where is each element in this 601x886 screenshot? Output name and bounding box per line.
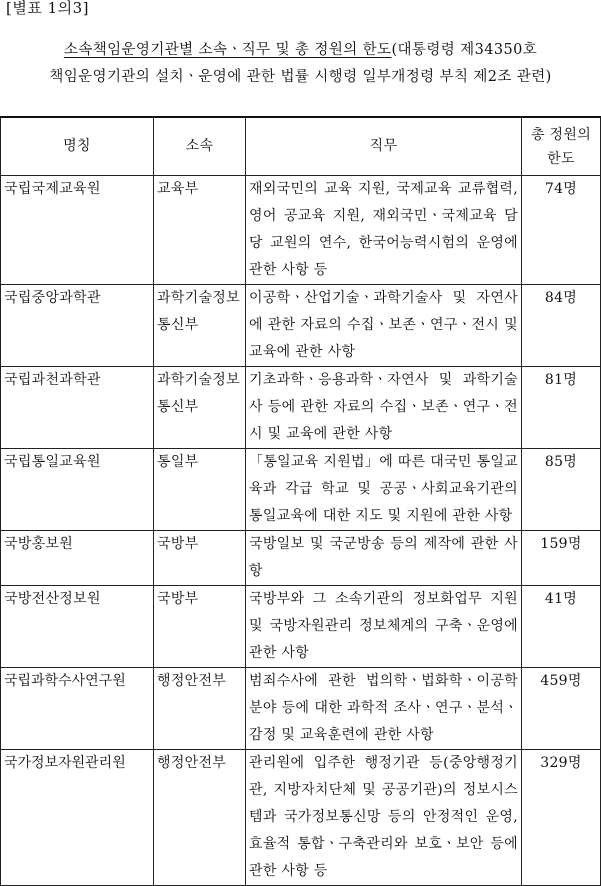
cell-name: 국립통일교육원 <box>1 449 154 531</box>
cell-name: 국립과천과학관 <box>1 367 154 449</box>
cell-duty: 기초과학ㆍ응용과학ㆍ자연사 및 과학기술사 등에 관한 자료의 수집ㆍ보존ㆍ연구ㆍ전시 및 교육에 관한 사항 <box>246 367 522 449</box>
table-row <box>1 668 601 750</box>
cell-name: 국방홍보원 <box>1 531 154 586</box>
cell-affiliation: 통일부 <box>154 449 246 531</box>
cell-name: 국가정보자원관리원 <box>1 750 154 886</box>
cell-affiliation: 과학기술정보통신부 <box>154 367 246 449</box>
document-title-note: 책임운영기관의 설치ㆍ운영에 관한 법률 시행령 일부개정령 부칙 제2조 관련) <box>49 69 552 85</box>
header-duty: 직무 <box>246 117 522 176</box>
cell-quota: 329명 <box>522 750 601 886</box>
header-name: 명칭 <box>1 117 154 176</box>
cell-duty: 관리원에 입주한 행정기관 등(중앙행정기관, 지방자치단체 및 공공기관)의 정보시스템과 국가정보통신망 등의 안정적인 운영, 효율적 통합ㆍ구축관리와 보호ㆍ보안 등에 관한 사항 등 <box>246 750 522 886</box>
cell-quota: 84명 <box>522 285 601 367</box>
cell-duty: 국방부와 그 소속기관의 정보화업무 지원 및 국방자원관리 정보체계의 구축ㆍ운영에 관한 사항 <box>246 586 522 668</box>
cell-quota: 85명 <box>522 449 601 531</box>
header-quota-text: 총 정원의 한도 <box>530 126 592 167</box>
table-row <box>1 367 601 449</box>
header-quota <box>522 117 601 176</box>
cell-duty: 재외국민의 교육 지원, 국제교육 교류협력, 영어 공교육 지원, 재외국민ㆍ국제교육 담당 교원의 연수, 한국어능력시험의 운영에 관한 사항 등 <box>246 176 522 285</box>
cell-name: 국립국제교육원 <box>1 176 154 285</box>
cell-quota: 81명 <box>522 367 601 449</box>
cell-quota: 41명 <box>522 586 601 668</box>
table-header-row <box>1 117 601 176</box>
cell-name: 국립중앙과학관 <box>1 285 154 367</box>
table-row <box>1 176 601 285</box>
cell-duty: 국방일보 및 국군방송 등의 제작에 관한 사항 <box>246 531 522 586</box>
table-row <box>1 531 601 586</box>
cell-name: 국립과학수사연구원 <box>1 668 154 750</box>
table-row <box>1 586 601 668</box>
appendix-label: [별표 1의3] <box>6 0 90 17</box>
cell-duty: 「통일교육 지원법」에 따른 대국민 통일교육과 각급 학교 및 공공ㆍ사회교육기관의 통일교육에 대한 지도 및 지원에 관한 사항 <box>246 449 522 531</box>
table-row <box>1 285 601 367</box>
cell-affiliation: 국방부 <box>154 531 246 586</box>
cell-duty: 이공학ㆍ산업기술ㆍ과학기술사 및 자연사에 관한 자료의 수집ㆍ보존ㆍ연구ㆍ전시 및 교육에 관한 사항 <box>246 285 522 367</box>
table-row <box>1 750 601 886</box>
cell-affiliation: 과학기술정보통신부 <box>154 285 246 367</box>
title-main: 소속책임운영기관별 소속ㆍ직무 및 총 정원의 한도 <box>63 42 392 58</box>
cell-affiliation: 행정안전부 <box>154 750 246 886</box>
table-row <box>1 449 601 531</box>
cell-quota: 159명 <box>522 531 601 586</box>
cell-quota: 459명 <box>522 668 601 750</box>
header-affiliation: 소속 <box>154 117 246 176</box>
cell-affiliation: 행정안전부 <box>154 668 246 750</box>
agency-table <box>0 116 601 886</box>
cell-affiliation: 국방부 <box>154 586 246 668</box>
title-note-1: (대통령령 제34350호 <box>391 42 538 58</box>
document-title <box>0 38 601 59</box>
cell-name: 국방전산정보원 <box>1 586 154 668</box>
cell-affiliation: 교육부 <box>154 176 246 285</box>
cell-quota: 74명 <box>522 176 601 285</box>
cell-duty: 범죄수사에 관한 법의학ㆍ법화학ㆍ이공학 분야 등에 대한 과학적 조사ㆍ연구ㆍ분석ㆍ감정 및 교육훈련에 관한 사항 <box>246 668 522 750</box>
